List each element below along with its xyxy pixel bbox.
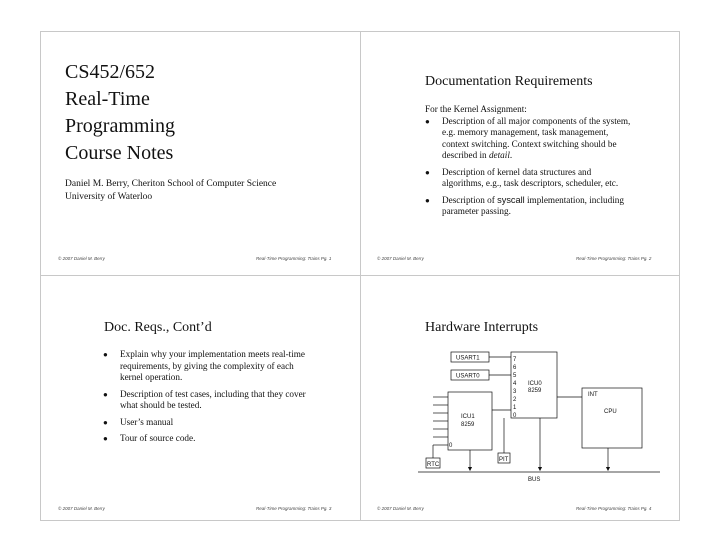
list-item-line: requirements, by giving the complexity of each (120, 360, 294, 371)
rtc-label: RTC (427, 462, 440, 468)
emphasis-text: detail (488, 150, 510, 160)
list-item-line: Explain why your implementation meets real-time (120, 349, 305, 359)
int-label: INT (588, 392, 598, 398)
author-line: Daniel M. Berry, Cheriton School of Computer Science (65, 179, 277, 189)
bullet-icon: ● (425, 116, 430, 126)
pin-label: 1 (513, 405, 517, 411)
icu0-chip-label: 8259 (528, 388, 542, 394)
usart1-label: USART1 (456, 355, 480, 362)
bullet-icon: ● (103, 389, 108, 399)
pin-label: 2 (513, 397, 517, 403)
icu1-box (448, 392, 492, 450)
pin-label: 7 (513, 357, 517, 363)
slide-3-page-label: Real-Time Programming: Trains Pg. 3 (256, 506, 332, 511)
slide-3-copyright: © 2007 Daniel M. Berry (58, 506, 105, 511)
icu1-label: ICU1 (461, 414, 475, 420)
icu1-pin-label: 0 (449, 443, 453, 449)
text-run: Description of (442, 194, 498, 205)
usart0-label: USART0 (456, 373, 480, 380)
list-item-line: what should be tested. (120, 400, 202, 410)
course-title-line: Real-Time (65, 88, 150, 110)
bus-label: BUS (528, 477, 541, 483)
bullet-icon: ● (103, 434, 108, 443)
intro-text: For the Kernel Assignment: (425, 104, 527, 114)
code-text: syscall (497, 194, 525, 205)
list-item-line: kernel operation. (120, 372, 183, 382)
pin-label: 3 (513, 389, 517, 395)
list-item-line: parameter passing. (442, 206, 511, 216)
list-item-line: Tour of source code. (120, 433, 196, 443)
bullet-icon: ● (425, 195, 430, 205)
course-title-line: Programming (65, 115, 175, 137)
cpu-label: CPU (604, 409, 617, 415)
slide-2-page-label: Real-Time Programming: Trains Pg. 2 (576, 256, 652, 261)
pin-label: 5 (513, 373, 517, 379)
list-item-line: Description of all major components of the system, (442, 115, 631, 126)
pin-label: 0 (513, 413, 517, 419)
course-title-line: Course Notes (65, 142, 174, 164)
slide-4-heading: Hardware Interrupts (425, 320, 539, 335)
bullet-icon: ● (103, 417, 108, 427)
pin-label: 4 (513, 381, 517, 387)
bullet-icon: ● (103, 350, 108, 359)
list-item-line: Description of kernel data structures and (442, 166, 592, 177)
text-run: described in (442, 150, 489, 160)
list-item-line: algorithms, e.g., task descriptors, scheduler, etc. (442, 178, 619, 188)
icu1-chip-label: 8259 (461, 422, 475, 428)
text-run: implementation, including (524, 194, 624, 205)
slide-3-heading: Doc. Reqs., Cont’d (104, 320, 212, 335)
author-line: University of Waterloo (65, 192, 153, 202)
slide-2-copyright: © 2007 Daniel M. Berry (377, 256, 424, 261)
bullet-icon: ● (425, 167, 430, 177)
course-title-line: CS452/652 (65, 61, 156, 83)
slide-4-page-label: Real-Time Programming: Trains Pg. 4 (576, 506, 652, 511)
list-item-line: e.g. memory management, task management, (442, 127, 609, 137)
text-run: . (509, 150, 513, 160)
list-item-line: Description of test cases, including that they cover (120, 388, 306, 399)
list-item-line: context switching. Context switching should be (442, 138, 617, 149)
icu0-label: ICU0 (528, 381, 542, 387)
slide-4-copyright: © 2007 Daniel M. Berry (377, 506, 424, 511)
slide-1-page-label: Real-Time Programming: Trains Pg. 1 (256, 256, 332, 261)
slide-2-heading: Documentation Requirements (425, 74, 593, 89)
slide-1-copyright: © 2007 Daniel M. Berry (58, 256, 105, 261)
list-item-line: User’s manual (120, 416, 174, 427)
pit-label: PIT (499, 457, 509, 463)
pin-label: 6 (513, 365, 517, 371)
